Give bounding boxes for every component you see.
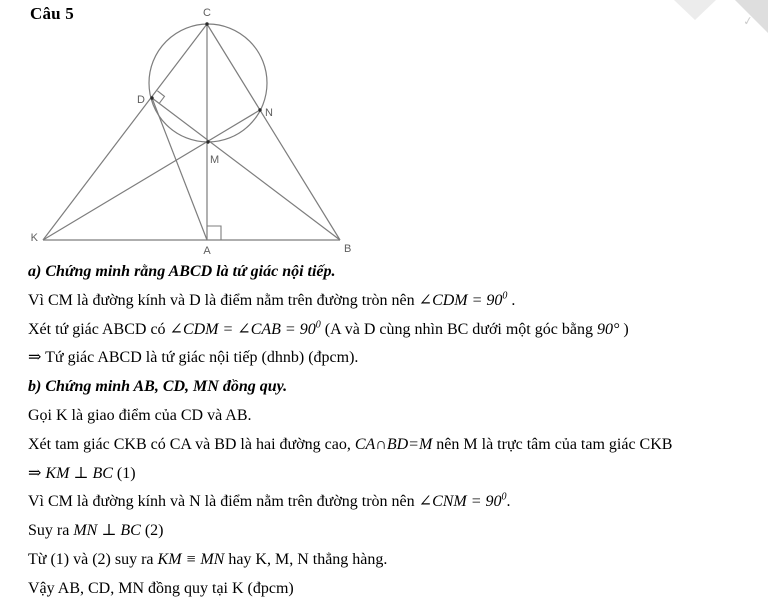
text-segment: hay K, M, N thẳng hàng. [224, 550, 388, 568]
text-segment: Suy ra [28, 522, 74, 540]
text-segment: ⇒ [28, 464, 46, 482]
text-segment: (2) [140, 522, 164, 540]
segment-BD [152, 98, 340, 240]
text-segment: ∠CDM = 90 [418, 291, 503, 309]
paragraph [28, 316, 762, 345]
label-D: D [137, 94, 145, 106]
text-segment: . [507, 291, 516, 309]
text-segment: KM ⊥ BC [45, 464, 113, 482]
point-N [258, 108, 261, 111]
text-segment: (A và D cùng nhìn BC dưới một góc bằng [320, 320, 597, 338]
segment-CB [207, 24, 340, 240]
text-segment: ⇒ Tứ giác ABCD là tứ giác nội tiếp (dhnb) (đpcm). [28, 349, 359, 367]
text-segment: Từ (1) và (2) suy ra [28, 550, 158, 568]
corner-check-icon: ✓ [742, 13, 754, 29]
text-segment: 0 [315, 319, 321, 331]
paragraph [28, 517, 762, 546]
right-angle-mark-A [207, 226, 221, 240]
text-segment: Xét tứ giác ABCD có [28, 320, 170, 338]
point-C [205, 22, 208, 25]
text-segment: Xét tam giác CKB có CA và BD là hai đường cao, [28, 435, 355, 453]
paragraph [28, 546, 762, 575]
text-segment: Vì CM là đường kính và D là điểm nằm trên đường tròn nên [28, 291, 419, 309]
text-segment: Vậy AB, CD, MN đồng quy tại K (đpcm) [28, 579, 294, 597]
page-corner-peak-decoration [674, 0, 716, 20]
label-B: B [344, 243, 352, 255]
geometry-figure [0, 0, 380, 262]
text-segment: 0 [502, 290, 508, 302]
paragraph [28, 258, 762, 287]
text-segment: . [506, 493, 511, 511]
segment-KN [43, 110, 260, 240]
text-segment: 0 [501, 492, 507, 504]
paragraph [28, 402, 762, 431]
paragraph [28, 344, 762, 373]
paragraph [28, 575, 762, 604]
label-N: N [265, 107, 273, 119]
right-angle-mark-D [157, 91, 164, 104]
text-segment: 90° [596, 320, 620, 338]
text-segment: a) Chứng minh rằng ABCD là tứ giác nội tiếp. [28, 263, 336, 280]
text-segment: MN ⊥ BC [73, 522, 141, 540]
problem-title: Câu 5 [30, 4, 74, 23]
label-A: A [203, 245, 211, 257]
solution-text [28, 258, 762, 604]
text-segment: Gọi K là giao điểm của CD và AB. [28, 406, 252, 424]
point-M [206, 140, 209, 143]
text-segment: b) Chứng minh AB, CD, MN đồng quy. [28, 378, 288, 396]
text-segment: KM ≡ MN [157, 550, 225, 568]
label-K: K [30, 232, 38, 244]
text-segment: CA∩BD=M [354, 435, 433, 453]
text-segment: (1) [112, 464, 136, 482]
text-segment: ∠CDM = ∠CAB = 90 [169, 320, 316, 338]
text-segment: ) [619, 320, 629, 338]
text-segment: Vì CM là đường kính và N là điểm nằm trên đường tròn nên [28, 493, 419, 511]
paragraph [28, 287, 762, 316]
label-C: C [203, 7, 211, 19]
text-segment: ∠CNM = 90 [418, 493, 502, 511]
paragraph [28, 431, 762, 460]
paragraph [28, 488, 762, 517]
text-segment: nên M là trực tâm của tam giác CKB [432, 435, 673, 453]
circle-diameter-CM [149, 24, 267, 142]
paragraph [28, 373, 762, 402]
paragraph [28, 460, 762, 489]
segment-KC [43, 24, 207, 240]
label-M: M [210, 154, 220, 166]
point-D [150, 96, 153, 99]
